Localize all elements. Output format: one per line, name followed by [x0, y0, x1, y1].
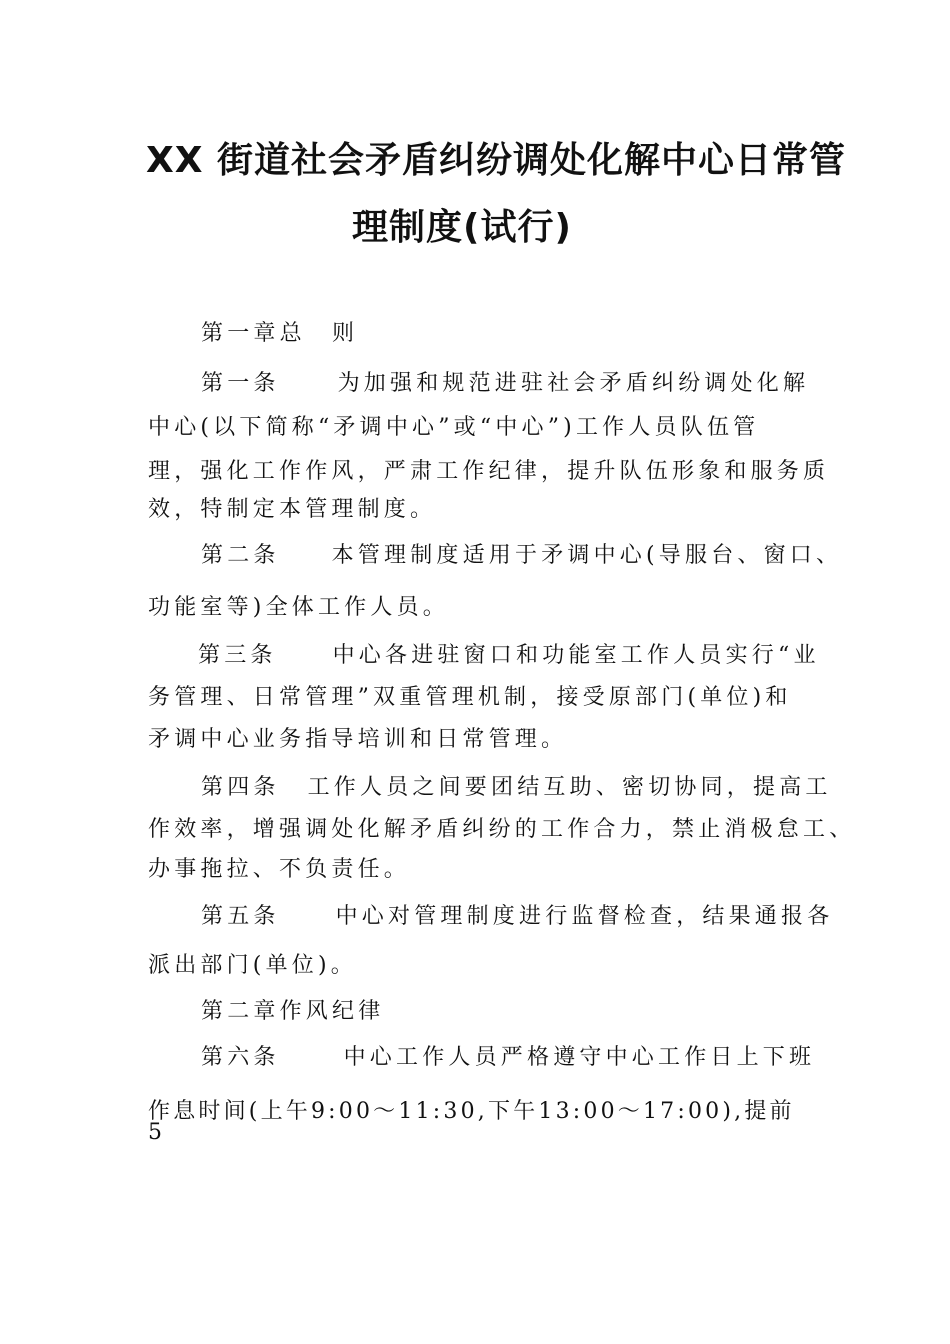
- article-1-first-line: [201, 366, 809, 397]
- article-1-line-3: 理，强化工作作风，严肃工作纪律，提升队伍形象和服务质: [148, 459, 830, 484]
- article-1-line-2: 中心(以下简称“矛调中心”或“中心”)工作人员队伍管: [148, 415, 760, 440]
- article-4-line-2: 作效率，增强调处化解矛盾纠纷的工作合力，禁止消极怠工、: [148, 817, 856, 842]
- document-title-line-1: XX 街道社会矛盾纠纷调处化解中心日常管: [146, 140, 847, 181]
- article-2-line-2: 功能室等)全体工作人员。: [148, 595, 449, 620]
- article-6-text: 中心工作人员严格遵守中心工作日上下班: [343, 1045, 816, 1070]
- article-3-line-3: 矛调中心业务指导培训和日常管理。: [148, 727, 568, 752]
- article-1-number: 第一条: [201, 371, 280, 396]
- article-1-line-4: 效，特制定本管理制度。: [148, 497, 437, 522]
- article-2-first-line: [201, 538, 842, 569]
- chapter-heading-1: 第一章总 则: [201, 321, 359, 346]
- article-3-first-line: [198, 638, 820, 669]
- article-3-text: 中心各进驻窗口和功能室工作人员实行“业: [332, 643, 820, 668]
- article-5-first-line: [201, 899, 833, 930]
- article-6-number: 第六条: [201, 1045, 280, 1070]
- article-5-number: 第五条: [201, 904, 280, 929]
- chapter-heading-2: 第二章作风纪律: [201, 999, 385, 1024]
- article-4-number: 第四条: [201, 775, 280, 800]
- document-title-line-2: 理制度(试行): [352, 207, 572, 248]
- article-6-line-2: 作息时间(上午9:00～11:30,下午13:00～17:00),提前: [148, 1099, 795, 1124]
- article-2-text: 本管理制度适用于矛调中心(导服台、窗口、: [331, 543, 843, 568]
- article-3-line-2: 务管理、日常管理”双重管理机制，接受原部门(单位)和: [148, 685, 792, 710]
- article-6-first-line: [201, 1040, 815, 1071]
- article-1-text: 为加强和规范进驻社会矛盾纠纷调处化解: [337, 371, 810, 396]
- article-5-text: 中心对管理制度进行监督检查，结果通报各: [335, 904, 834, 929]
- article-5-line-2: 派出部门(单位)。: [148, 953, 357, 978]
- article-3-number: 第三条: [198, 643, 277, 668]
- article-4-line-3: 办事拖拉、不负责任。: [148, 857, 411, 882]
- article-4-text: 工作人员之间要团结互助、密切协同，提高工: [307, 775, 832, 800]
- article-6-line-3: 5: [148, 1120, 167, 1145]
- article-4-first-line: [201, 770, 832, 801]
- article-2-number: 第二条: [201, 543, 280, 568]
